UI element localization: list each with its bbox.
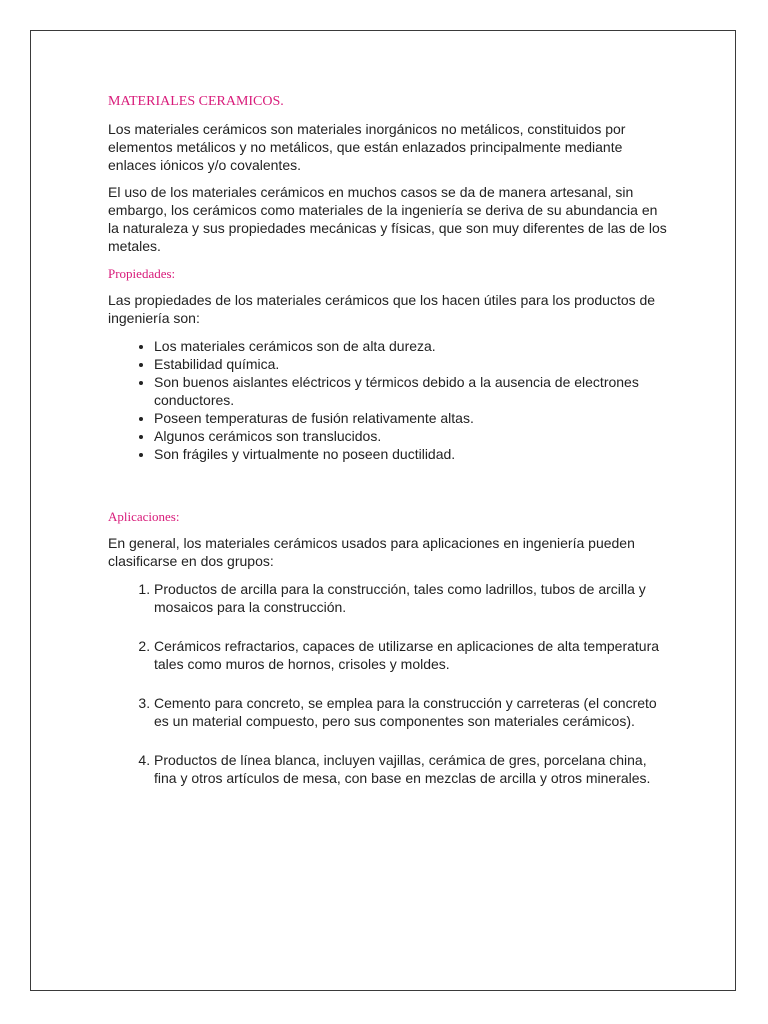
applications-intro: En general, los materiales cerámicos usados para aplicaciones en ingeniería pueden clasificarse en dos grupos: [108, 535, 635, 569]
list-item: 1. Productos de arcilla para la construcción, tales como ladrillos, tubos de arcilla y mosaicos para la construcción. [154, 580, 668, 616]
list-item: • Estabilidad química. [154, 355, 668, 373]
section-spacer [108, 463, 668, 508]
intro-paragraph: Los materiales cerámicos son materiales inorgánicos no metálicos, constituidos por elementos metálicos y no metálicos, que están enlazados principalmente mediante enlaces iónicos y/o covalentes. [108, 121, 626, 173]
list-item: 4. Productos de línea blanca, incluyen vajillas, cerámica de gres, porcelana china, fina y otros artículos de mesa, con base en mezclas de arcilla y otros minerales. [154, 751, 668, 787]
properties-heading: Propiedades: [108, 266, 176, 281]
applications-list [108, 580, 668, 787]
list-item: • Poseen temperaturas de fusión relativamente altas. [154, 409, 668, 427]
list-item: • Son buenos aislantes eléctricos y térmicos debido a la ausencia de electrones conductores. [154, 373, 668, 409]
properties-intro: Las propiedades de los materiales cerámicos que los hacen útiles para los productos de ingeniería son: [108, 292, 656, 326]
applications-heading: Aplicaciones: [108, 509, 180, 524]
list-item: 2. Cerámicos refractarios, capaces de utilizarse en aplicaciones de alta temperatura tales como muros de hornos, crisoles y moldes. [154, 637, 668, 673]
document-body [108, 93, 668, 787]
intro-paragraph: El uso de los materiales cerámicos en muchos casos se da de manera artesanal, sin embargo, los cerámicos como materiales de la ingeniería se deriva de su abundancia en la naturaleza y sus propiedades mecánicas y físicas, que son muy diferentes de las de los metales. [108, 184, 667, 254]
document-title: MATERIALES CERAMICOS. [108, 94, 284, 109]
list-item: 3. Cemento para concreto, se emplea para la construcción y carreteras (el concreto es un material compuesto, pero sus componentes son materiales cerámicos). [154, 694, 668, 730]
list-item: • Algunos cerámicos son translucidos. [154, 427, 668, 445]
list-item: • Los materiales cerámicos son de alta dureza. [154, 337, 668, 355]
properties-list [108, 337, 668, 463]
document-page [30, 30, 736, 991]
list-item: • Son frágiles y virtualmente no poseen ductilidad. [154, 445, 668, 463]
